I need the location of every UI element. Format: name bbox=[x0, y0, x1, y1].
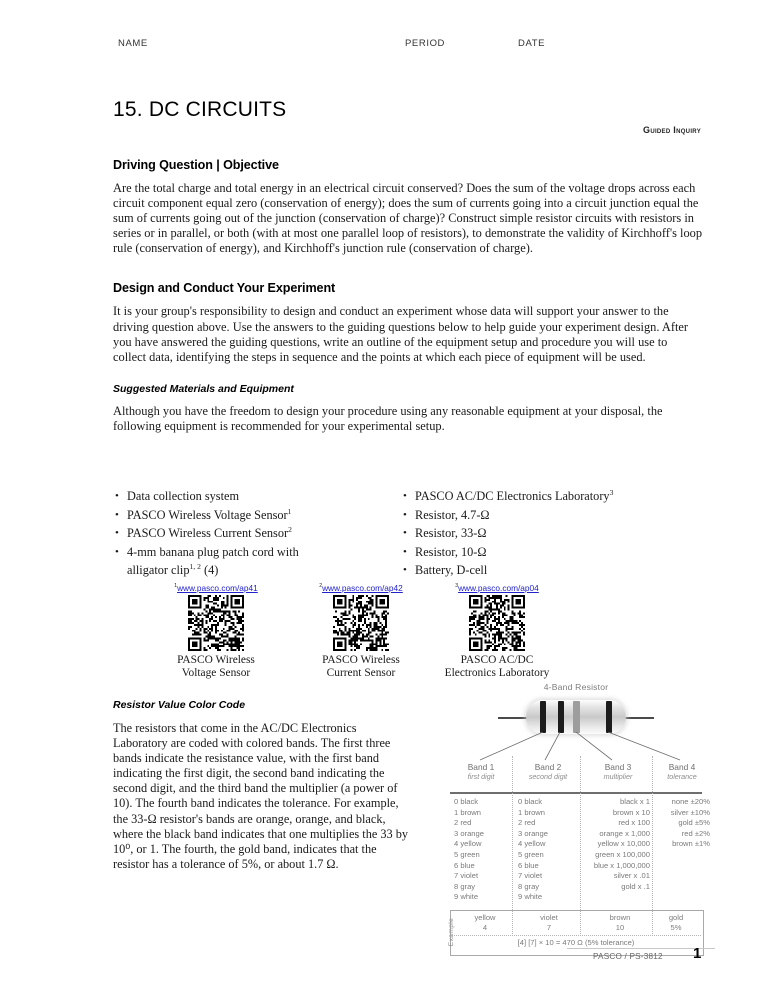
resistor-band-1 bbox=[540, 701, 546, 733]
color-code-row: yellow x 10,000 bbox=[597, 839, 650, 849]
color-code-row: silver ±10% bbox=[670, 807, 710, 817]
qr-link-url: www.pasco.com/ap42 bbox=[322, 583, 403, 593]
band-name: Band 2 bbox=[534, 762, 562, 772]
example-value: 5% bbox=[670, 923, 682, 933]
color-code-row: 7 violet bbox=[454, 871, 479, 881]
band-role: first digit bbox=[467, 772, 495, 781]
example-value: 7 bbox=[546, 923, 552, 933]
inquiry-type-text: Guided Inquiry bbox=[643, 125, 701, 135]
color-code-row: 4 yellow bbox=[454, 839, 482, 849]
list-item bbox=[115, 524, 415, 543]
band-headers bbox=[440, 762, 712, 790]
qr-caption-line2: Electronics Laboratory bbox=[444, 667, 550, 680]
resistor-band-3 bbox=[573, 701, 580, 733]
color-code-row: 2 red bbox=[454, 818, 472, 828]
color-code-row: orange x 1,000 bbox=[599, 828, 650, 838]
color-code-row: 7 violet bbox=[518, 871, 543, 881]
qr-code-group bbox=[113, 583, 713, 683]
example-box-label: Example bbox=[448, 917, 455, 947]
qr-entry-electronics-lab bbox=[409, 583, 585, 681]
footnote-marker: 2 bbox=[288, 525, 292, 535]
equipment-label: Resistor, 4.7-Ω bbox=[415, 507, 490, 522]
color-code-row: 0 black bbox=[518, 797, 543, 806]
qr-caption-line1: PASCO AC/DC bbox=[460, 654, 534, 666]
example-color: yellow bbox=[474, 913, 496, 922]
equipment-label: Resistor, 10-Ω bbox=[415, 544, 487, 559]
page-title: 15. DC CIRCUITS bbox=[113, 98, 287, 121]
list-item bbox=[115, 487, 415, 506]
color-code-row: 1 brown bbox=[454, 807, 482, 817]
qr-caption-line2: Voltage Sensor bbox=[181, 667, 251, 680]
qr-code-icon[interactable] bbox=[333, 595, 389, 651]
equipment-label: 4-mm banana plug patch cord with bbox=[127, 544, 299, 559]
color-code-row: 0 black bbox=[454, 797, 479, 806]
qr-caption-line1: PASCO Wireless bbox=[177, 654, 255, 666]
color-code-row: none ±20% bbox=[671, 797, 710, 806]
color-code-row: green x 100,000 bbox=[595, 849, 650, 859]
band-header-1 bbox=[448, 762, 514, 781]
list-item bbox=[403, 561, 703, 580]
equipment-label: PASCO Wireless Voltage Sensor bbox=[127, 507, 288, 522]
color-code-row: 5 green bbox=[518, 849, 544, 859]
band-role: multiplier bbox=[603, 772, 633, 781]
equipment-label-continued: alligator clip bbox=[127, 563, 190, 578]
color-code-row: 4 yellow bbox=[518, 839, 546, 849]
color-code-row: brown x 10 bbox=[612, 807, 650, 817]
section-heading-design: Design and Conduct Your Experiment bbox=[113, 281, 336, 296]
footer-source: PASCO / PS-3812 bbox=[593, 952, 663, 961]
color-code-row: red x 100 bbox=[618, 818, 650, 828]
qr-link[interactable]: $^3$www.pasco.com/ap04 bbox=[455, 583, 539, 593]
list-item bbox=[403, 543, 703, 562]
column-separator bbox=[652, 756, 653, 934]
color-code-row: black x 1 bbox=[620, 797, 650, 806]
diagram-divider bbox=[450, 792, 702, 794]
color-code-column-band1 bbox=[454, 797, 510, 903]
example-value: 4 bbox=[482, 923, 488, 933]
section-text-design: It is your group's responsibility to design and conduct an experiment whose data will support your answer to the driving question above. Use the answers to the guiding questions below to help guide your experiment design. After you have answered the guiding questions, write an outline of the equipment setup and procedure you will use to collect data, identifying the steps in sequence and the points at which each piece of equipment will be used. bbox=[113, 304, 689, 364]
equipment-label: PASCO AC/DC Electronics Laboratory bbox=[415, 489, 610, 503]
example-cell bbox=[454, 913, 516, 934]
color-code-row: silver x .01 bbox=[613, 871, 650, 881]
example-divider bbox=[451, 935, 701, 936]
color-code-row: 1 brown bbox=[518, 807, 546, 817]
section-text-driving-question: Are the total charge and total energy in an electrical circuit conserved? Does the sum of the voltage drops across each circuit component equal zero (conservation of energy); does the sum of currents going into a circuit junction equal the sum of currents going out of the junction (conservation of charge)? Construct simple resistor circuits with resistors in series or in parallel, or both (with at most one parallel loop of resistors), to demonstrate the validity of Kirchhoff's loop rule (conservation of energy), and Kirchhoff's junction rule (conservation of charge). bbox=[113, 181, 703, 256]
equipment-label: PASCO Wireless Current Sensor bbox=[127, 526, 289, 541]
equipment-label: Battery, D-cell bbox=[415, 563, 488, 578]
color-code-row: brown ±1% bbox=[672, 839, 710, 849]
page-number: 1 bbox=[693, 945, 702, 962]
footnote-marker: 3 bbox=[609, 487, 614, 497]
section-heading-driving-question: Driving Question | Objective bbox=[113, 158, 279, 172]
color-code-column-band3 bbox=[580, 797, 650, 892]
resistor-lead-right bbox=[622, 717, 654, 719]
column-separator bbox=[512, 756, 513, 934]
color-code-row: gold ±5% bbox=[678, 818, 710, 828]
resistor-band-2 bbox=[558, 701, 564, 733]
section-text-materials: Although you have the freedom to design your procedure using any reasonable equipment at your disposal, the following equipment is recommended for your experimental setup. bbox=[113, 403, 663, 433]
band-role: tolerance bbox=[667, 772, 697, 781]
period-field-label: PERIOD bbox=[405, 38, 446, 49]
section-text-resistor-code: The resistors that come in the AC/DC Electronics Laboratory are coded with colored bands. The first three bands indicate the resistance value, with the first band indicating the first digit, the second band indicating the second digit, and the third band the multiplier (a power of 10). The fourth band indicates the tolerance. For example, the 33-Ω resistor's bands are orange, orange, and black, where the black band indicates that one multiplies the 33 by 10⁰, or 1. The fourth, the gold band, indicates that the resistor has a tolerance of 5%, or about 1.7 Ω. bbox=[113, 721, 409, 871]
equipment-column-left bbox=[115, 487, 415, 580]
qr-caption bbox=[409, 654, 585, 681]
list-item bbox=[115, 543, 415, 562]
qr-link-url: www.pasco.com/ap04 bbox=[458, 583, 539, 593]
qr-caption-line1: PASCO Wireless bbox=[322, 654, 400, 666]
band-name: Band 4 bbox=[668, 762, 696, 772]
document-body bbox=[113, 158, 703, 434]
color-code-row: 5 green bbox=[454, 849, 480, 859]
color-code-row: 3 orange bbox=[518, 828, 548, 838]
resistor-band-4 bbox=[606, 701, 612, 733]
qr-caption-line2: Current Sensor bbox=[326, 667, 396, 680]
qr-link[interactable]: $^1$www.pasco.com/ap41 bbox=[174, 583, 258, 593]
band-header-4 bbox=[652, 762, 712, 781]
example-formula: [4] [7] × 10 = 470 Ω (5% tolerance) bbox=[517, 938, 635, 947]
color-code-row: 3 orange bbox=[454, 828, 484, 838]
list-item bbox=[403, 506, 703, 525]
color-code-row: 6 blue bbox=[518, 860, 539, 870]
equipment-quantity: (4) bbox=[200, 563, 219, 578]
example-cell bbox=[582, 913, 658, 934]
diagram-title: 4-Band Resistor bbox=[543, 682, 609, 692]
color-code-row: 9 white bbox=[454, 892, 479, 902]
color-code-row: red ±2% bbox=[681, 828, 710, 838]
footnote-marker: 1 bbox=[287, 506, 292, 516]
color-code-row: gold x .1 bbox=[621, 881, 650, 891]
qr-link-url: www.pasco.com/ap41 bbox=[177, 583, 258, 593]
color-code-row: 8 gray bbox=[518, 881, 540, 891]
list-item bbox=[115, 506, 415, 525]
list-item-continuation bbox=[115, 561, 415, 580]
subsection-heading-resistor-code: Resistor Value Color Code bbox=[113, 699, 246, 711]
list-item bbox=[403, 487, 703, 506]
band-name: Band 1 bbox=[467, 762, 495, 772]
footnote-marker: 1, 2 bbox=[189, 562, 201, 572]
equipment-column-right bbox=[403, 487, 703, 580]
example-cell bbox=[652, 913, 700, 934]
color-code-column-band2 bbox=[518, 797, 576, 903]
band-name: Band 3 bbox=[604, 762, 632, 772]
band-header-2 bbox=[512, 762, 584, 781]
subsection-heading-materials: Suggested Materials and Equipment bbox=[113, 382, 294, 395]
equipment-label: Data collection system bbox=[127, 489, 240, 503]
example-color: brown bbox=[609, 913, 631, 922]
example-values-row bbox=[452, 913, 700, 935]
date-field-label: DATE bbox=[518, 38, 546, 49]
example-color: gold bbox=[668, 913, 684, 922]
example-cell bbox=[516, 913, 582, 934]
example-value: 10 bbox=[615, 923, 625, 933]
band-header-3 bbox=[580, 762, 656, 781]
list-item bbox=[403, 524, 703, 543]
leader-lines bbox=[440, 732, 712, 762]
inquiry-type-label bbox=[643, 125, 701, 135]
example-color: violet bbox=[540, 913, 558, 922]
color-code-row: 8 gray bbox=[454, 881, 476, 891]
color-code-row: 9 white bbox=[518, 892, 543, 902]
color-code-row: 2 red bbox=[518, 818, 536, 828]
color-code-row: blue x 1,000,000 bbox=[593, 860, 650, 870]
name-field-label: NAME bbox=[118, 38, 148, 49]
equipment-label: Resistor, 33-Ω bbox=[415, 526, 487, 541]
qr-code-icon[interactable] bbox=[188, 595, 244, 651]
resistor-body bbox=[526, 700, 626, 734]
band-role: second digit bbox=[528, 772, 568, 781]
qr-link[interactable]: $^2$www.pasco.com/ap42 bbox=[319, 583, 403, 593]
resistor-color-code-diagram bbox=[440, 682, 712, 947]
color-code-row: 6 blue bbox=[454, 860, 475, 870]
color-code-column-band4 bbox=[654, 797, 710, 850]
qr-code-icon[interactable] bbox=[469, 595, 525, 651]
